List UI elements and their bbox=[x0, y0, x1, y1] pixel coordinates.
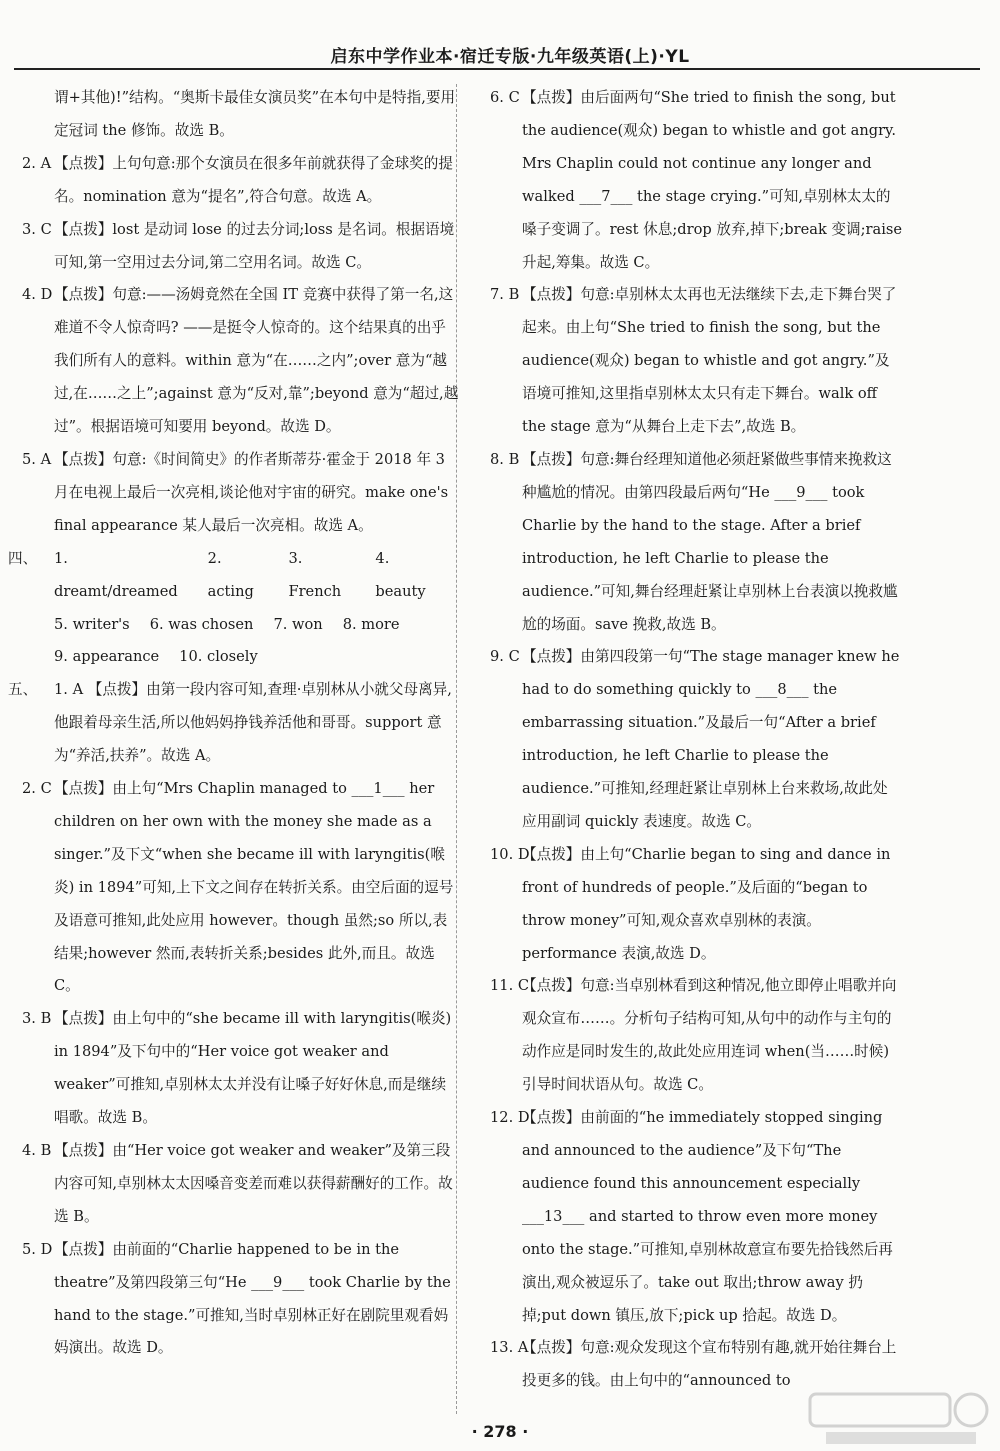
answer-item: 1. A 【点拨】由第一段内容可知,查理·卓别林从小就父母离异,他跟着母亲生活,所以他妈妈挣钱养活他和哥哥。support 意为“养活,扶养”。故选 A。 bbox=[54, 681, 452, 765]
section-five bbox=[8, 674, 460, 773]
answer-item: 8. B 【点拨】句意:舞台经理知道他必须赶紧做些事情来挽救这种尴尬的情况。由第四段最后两句“He ___9___ took Charlie by the hand to the stage. After a brief introduction, he left Charlie to please the audience.”可知,舞台经理赶紧让卓别林上台表演以挽救尴尬的场面。save 挽救,故选 B。 bbox=[490, 450, 898, 633]
section-label: 四、 bbox=[8, 549, 38, 567]
watermark-logo bbox=[806, 1388, 996, 1448]
answer-item: 2. A 【点拨】上句句意:那个女演员在很多年前就获得了金球奖的提名。nomination 意为“提名”,符合句意。故选 A。 bbox=[22, 154, 453, 205]
header-rule bbox=[14, 68, 980, 70]
right-column bbox=[490, 82, 902, 1398]
answer-item: 3. B 【点拨】由上句中的“she became ill with laryngitis(喉炎) in 1894”及下句中的“Her voice got weaker and weaker”可推知,卓别林太太并没有让嗓子好好休息,而是继续唱歌。故选 B。 bbox=[22, 1010, 452, 1127]
fill-answers-row: 1. dreamt/dreamed 2. acting 3. French 4. beauty bbox=[54, 549, 426, 600]
answer-item: 5. A 【点拨】句意:《时间简史》的作者斯蒂芬·霍金于 2018 年 3 月在电视上最后一次亮相,谈论他对宇宙的研究。make one's final appearance 某人最后一次亮相。故选 A。 bbox=[22, 450, 449, 534]
answer-item: 9. C 【点拨】由第四段第一句“The stage manager knew he had to do something quickly to ___8___ the embarrassing situation.”及最后一句“After a brief introduction, he left Charlie to please the audience.”可推知,经理赶紧让卓别林上台来救场,故此处应用副词 quickly 表速度。故选 C。 bbox=[490, 648, 900, 830]
page-number: · 278 · bbox=[471, 1422, 529, 1441]
answer-item: 10. D 【点拨】由上句“Charlie began to sing and dance in front of hundreds of people.”及后面的“began to throw money”可知,观众喜欢卓别林的表演。performance 表演,故选 D。 bbox=[490, 845, 891, 962]
answer-item: 3. C 【点拨】lost 是动词 lose 的过去分词;loss 是名词。根据语境可知,第一空用过去分词,第二空用名词。故选 C。 bbox=[22, 220, 455, 271]
answer-item: 7. B 【点拨】句意:卓别林太太再也无法继续下去,走下舞台哭了起来。由上句“She tried to finish the song, but the audience(观众) began to whistle and got angry.”及语境可推知,这里指卓别林太太只有走下舞台。walk off the stage 意为“从舞台上走下去”,故选 B。 bbox=[490, 286, 897, 436]
section-four bbox=[8, 543, 460, 675]
answer-item: 5. D 【点拨】由前面的“Charlie happened to be in the theatre”及第四段第三句“He ___9___ took Charlie by the hand to the stage.”可推知,当时卓别林正好在剧院里观看妈妈演出。故选 D。 bbox=[22, 1240, 451, 1357]
answer-item: 4. D 【点拨】句意:——汤姆竟然在全国 IT 竞赛中获得了第一名,这难道不令人惊奇吗? ——是挺令人惊奇的。这个结果真的出乎我们所有人的意料。within 意为“在……之内”;over 意为“越过,在……之上”;against 意为“反对,靠”;beyond 意为“超过,越过”。根据语境可知要用 beyond。故选 D。 bbox=[22, 286, 459, 436]
section-label: 五、 bbox=[8, 681, 38, 699]
left-column bbox=[8, 82, 460, 1365]
answer-item: 6. C 【点拨】由后面两句“She tried to finish the song, but the audience(观众) began to whistle and got angry. Mrs Chaplin could not continue any longer and walked ___7___ the stage crying.”可知,卓别林太太的嗓子变调了。rest 休息;drop 放弃,掉下;break 变调;raise 升起,筹集。故选 C。 bbox=[490, 89, 903, 271]
page-header: 启东中学作业本·宿迁专版·九年级英语(上)·YL bbox=[330, 47, 690, 67]
answer-item: 11. C 【点拨】句意:当卓别林看到这种情况,他立即停止唱歌并向观众宣布……。分析句子结构可知,从句中的动作与主句的动作应是同时发生的,故此处应用连词 when(当……时候)引导时间状语从句。故选 C。 bbox=[490, 977, 897, 1094]
answer-item: 12. D 【点拨】由前面的“he immediately stopped singing and announced to the audience”及下句“The audience found this announcement especially ___13___ and started to throw even more money onto the stage.”可推知,卓别林故意宣布要先拾钱然后再演出,观众被逗乐了。take out 取出;throw away 扔掉;put down 镇压,放下;pick up 拾起。故选 D。 bbox=[490, 1109, 893, 1324]
answer-item: 2. C 【点拨】由上句“Mrs Chaplin managed to ___1___ her children on her own with the money she made as a singer.”及下文“when she became ill with laryngitis(喉炎) in 1894”可知,上下文之间存在转折关系。由空后面的逗号及语意可推知,此处应用 however。though 虽然;so 所以,表结果;however 然而,表转折关系;besides 此外,而且。故选 C。 bbox=[22, 780, 454, 995]
fill-answers-row: 9. appearance 10. closely bbox=[54, 648, 258, 666]
answer-item: 谓+其他)!”结构。“奥斯卡最佳女演员奖”在本句中是特指,要用定冠词 the 修饰。故选 B。 bbox=[54, 89, 456, 139]
answer-item: 4. B 【点拨】由“Her voice got weaker and weaker”及第三段内容可知,卓别林太太因嗓音变差而难以获得薪酬好的工作。故选 B。 bbox=[22, 1142, 453, 1225]
fill-answers-row: 5. writer's 6. was chosen 7. won 8. more bbox=[54, 615, 400, 633]
answer-item: 13. A 【点拨】句意:观众发现这个宣布特别有趣,就开始往舞台上投更多的钱。由上句中的“announced to bbox=[490, 1339, 897, 1390]
